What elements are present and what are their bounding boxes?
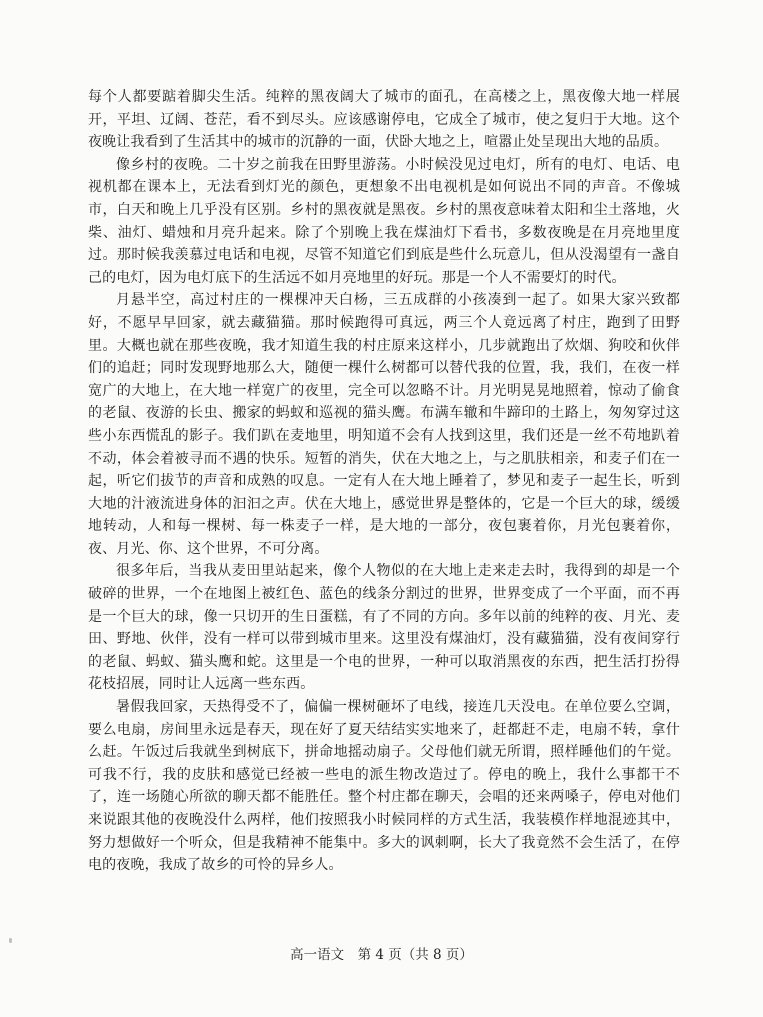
paragraph-2: 像乡村的夜晚。二十岁之前我在田野里游荡。小时候没见过电灯，所有的电灯、电话、电视机都在课本上，无法看到灯光的颜色，更想象不出电视机是如何说出不同的声音。不像城市，白天和晚上几乎没有区别。乡村的黑夜就是黑夜。乡村的黑夜意味着太阳和尘土落地，火柴、油灯、蜡烛和月亮升起来。除了个别晚上我在煤油灯下看书，多数夜晚是在月亮地里度过。那时候我羡慕过电话和电视，尽管不知道它们到底是些什么玩意儿，但从没渴望有一盏自己的电灯，因为电灯底下的生活远不如月亮地里的好玩。那是一个人不需要灯的时代。 [88, 156, 680, 286]
page-footer: 高一语文 第 4 页（共 8 页） [290, 947, 473, 963]
paragraph-3: 月悬半空，高过村庄的一棵棵冲天白杨，三五成群的小孩凑到一起了。如果大家兴致都好，不愿早早回家，就去藏猫猫。那时候跑得可真远，两三个人竟远离了村庄，跑到了田野里。大概也就在那些夜晚，我才知道生我的村庄原来这样小，几步就跑出了炊烟、狗咬和伙伴们的追赶；同时发现野地那么大，随便一棵什么树都可以替代我的位置，我，我们，在夜一样宽广的大地上，在大地一样宽广的夜里，完全可以忽略不计。月光明晃晃地照着，惊动了偷食的老鼠、夜游的长虫、搬家的蚂蚁和巡视的猫头鹰。布满车辙和牛蹄印的土路上，匆匆穿过这些小东西慌乱的影子。我们趴在麦地里，明知道不会有人找到这里，我们还是一丝不苟地趴着不动，体会着被寻而不遇的快乐。短暂的消失，伏在大地之上，与之肌肤相亲，和麦子们在一起，听它们拔节的声音和成熟的叹息。一定有人在大地上睡着了，梦见和麦子一起生长，听到大地的汁液流进身体的汩汩之声。伏在大地上，感觉世界是整体的，它是一个巨大的球，缓缓地转动，人和每一棵树、每一株麦子一样，是大地的一部分，夜包裹着你，月光包裹着你，夜、月光、你、这个世界，不可分离。 [88, 292, 680, 557]
passage-body [88, 86, 680, 877]
paragraph-5: 暑假我回家，天热得受不了，偏偏一棵树砸坏了电线，接连几天没电。在单位要么空调，要么电扇，房间里永远是春天，现在好了夏天结结实实地来了，赶都赶不走，电扇不转，拿什么赶。午饭过后我就坐到树底下，拼命地摇动扇子。父母他们就无所谓，照样睡他们的午觉。可我不行，我的皮肤和感觉已经被一些电的派生物改造过了。停电的晚上，我什么事都干不了，连一场随心所欲的聊天都不能胜任。整个村庄都在聊天，会唱的还来两嗓子，停电对他们来说跟其他的夜晚没什么两样，他们按照我小时候同样的方式生活，我装模作样地混迹其中，努力想做好一个听众，但是我精神不能集中。多大的讽刺啊，长大了我竟然不会生活了，在停电的夜晚，我成了故乡的可怜的异乡人。 [88, 699, 680, 874]
paragraph-4: 很多年后，当我从麦田里站起来，像个人物似的在大地上走来走去时，我得到的却是一个破碎的世界，一个在地图上被红色、蓝色的线条分割过的世界，世界变成了一个平面，而不再是一个巨大的球，像一只切开的生日蛋糕，有了不同的方向。多年以前的纯粹的夜、月光、麦田、野地、伙伴，没有一样可以带到城市里来。这里没有煤油灯，没有藏猫猫，没有夜间穿行的老鼠、蚂蚁、猫头鹰和蛇。这里是一个电的世界，一种可以取消黑夜的东西，把生活打扮得花枝招展，同时让人远离一些东西。 [88, 563, 680, 693]
paragraph-1: 每个人都要踮着脚尖生活。纯粹的黑夜阔大了城市的面孔，在高楼之上，黑夜像大地一样展开，平坦、辽阔、苍茫，看不到尽头。应该感谢停电，它成全了城市，使之复归于大地。这个夜晚让我看到了生活其中的城市的沉静的一面，伏卧大地之上，喧嚣止处呈现出大地的品质。 [88, 89, 680, 151]
